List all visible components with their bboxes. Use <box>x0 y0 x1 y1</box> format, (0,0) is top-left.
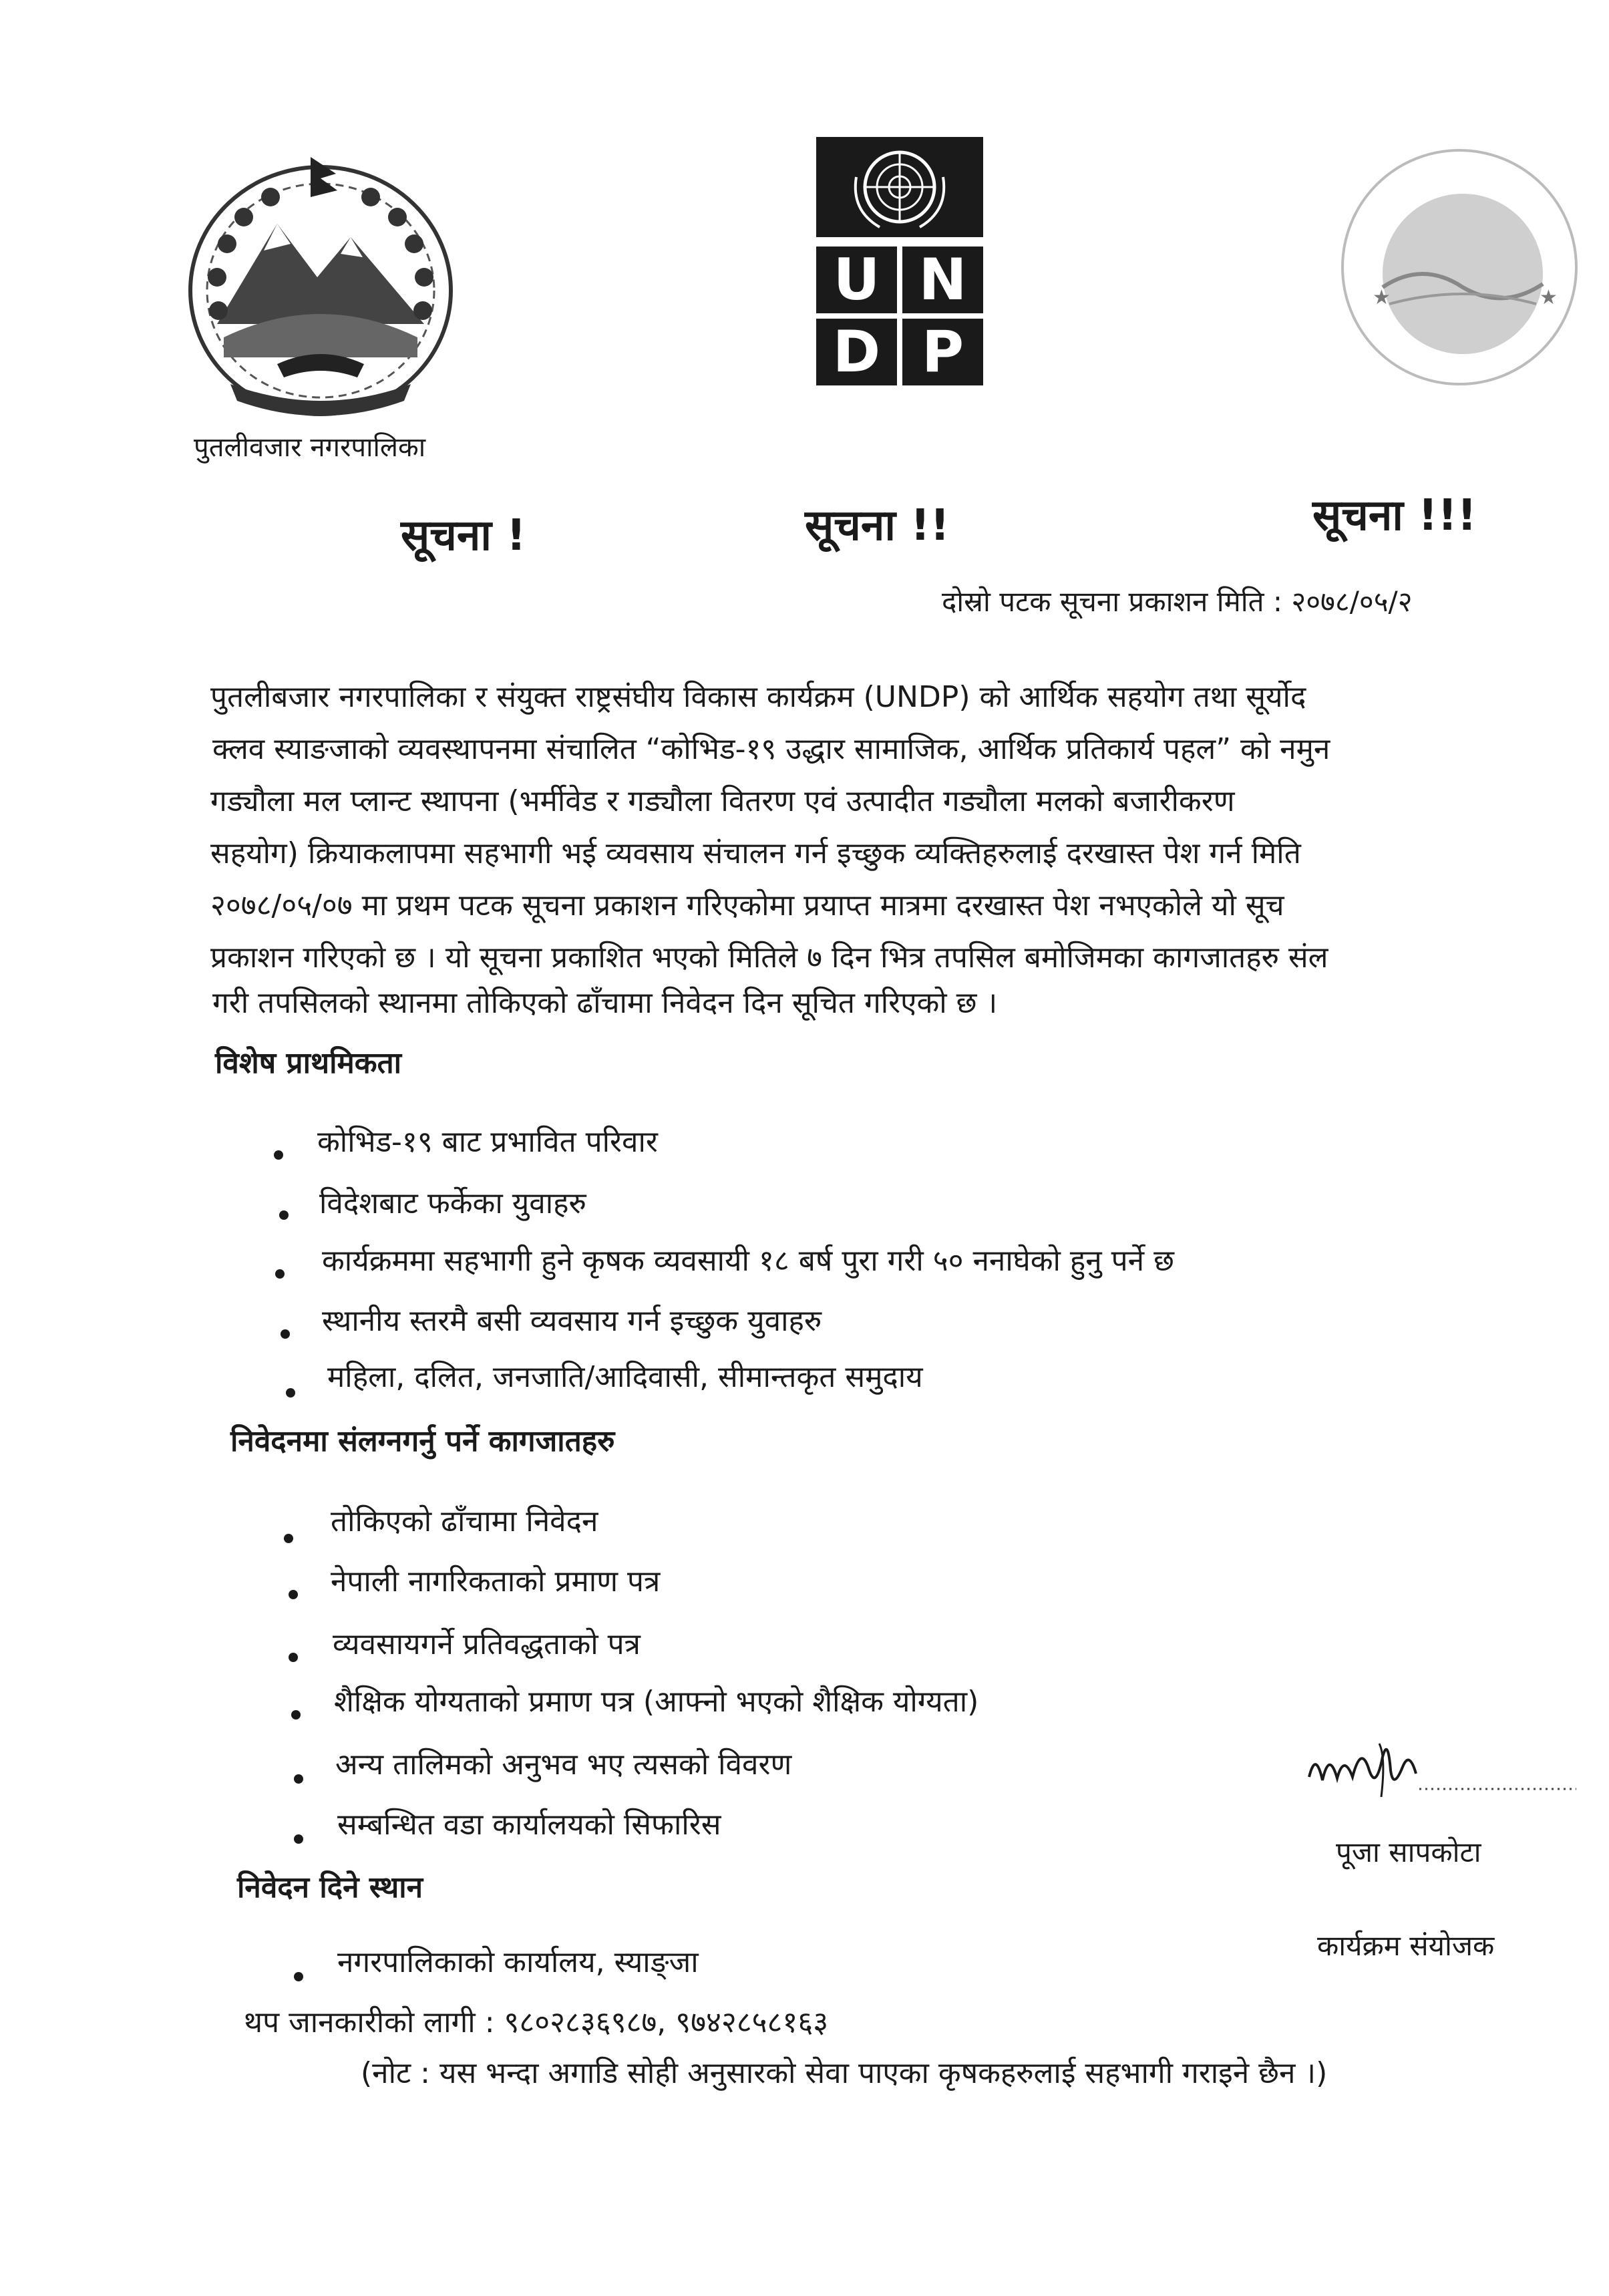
notice-title-1: सूचना ! <box>401 511 526 560</box>
bullet-icon <box>286 1388 295 1398</box>
bullet-icon <box>294 1774 303 1784</box>
bullet-icon <box>294 1972 303 1981</box>
list-item: व्यवसायगर्ने प्रतिवद्धताको पत्र <box>333 1627 641 1661</box>
bullet-icon <box>281 1329 290 1339</box>
list-item: स्थानीय स्तरमै बसी व्यवसाय गर्न इच्छुक युवाहरु <box>322 1304 822 1338</box>
signatory-name: पूजा सापकोटा <box>1336 1836 1481 1868</box>
list-item: विदेशबाट फर्केका युवाहरु <box>319 1186 586 1220</box>
documents-heading: निवेदनमा संलग्नगर्नु पर्ने कागजातहरु <box>230 1424 615 1458</box>
list-item: शैक्षिक योग्यताको प्रमाण पत्र (आफ्नो भएको शैक्षिक योग्यता) <box>334 1685 979 1719</box>
bullet-icon <box>279 1210 289 1220</box>
body-line: गरी तपसिलको स्थानमा तोकिएको ढाँचामा निवेदन दिन सूचित गरिएको छ । <box>212 986 998 1020</box>
list-item: सम्बन्धित वडा कार्यालयको सिफारिस <box>337 1808 721 1842</box>
municipality-caption: पुतलीवजार नगरपालिका <box>194 432 426 463</box>
svg-text:★: ★ <box>1373 286 1391 309</box>
nepal-government-emblem-icon <box>177 144 464 424</box>
bullet-icon <box>275 1269 285 1279</box>
list-item: कार्यक्रममा सहभागी हुने कृषक व्यवसायी १८ बर्ष पुरा गरी ५० ननाघेको हुनु पर्ने छ <box>322 1244 1174 1278</box>
club-seal-logo <box>1336 144 1583 391</box>
list-item: महिला, दलित, जनजाति/आदिवासी, सीमान्तकृत समुदाय <box>327 1360 923 1394</box>
body-line: क्लव स्याङजाको व्यवस्थापनमा संचालित “कोभिड-१९ उद्धार सामाजिक, आर्थिक प्रतिकार्य पहल” को नमुन <box>212 732 1330 766</box>
bullet-icon <box>294 1834 303 1844</box>
bullet-icon <box>291 1710 301 1719</box>
bullet-icon <box>274 1150 283 1160</box>
nepal-emblem-logo <box>177 144 464 424</box>
undp-logo <box>816 137 983 397</box>
un-globe-icon <box>816 137 983 237</box>
list-item: नेपाली नागरिकताको प्रमाण पत्र <box>331 1565 661 1599</box>
undp-letter-d: D <box>816 319 897 385</box>
body-line: २०७८/०५/०७ मा प्रथम पटक सूचना प्रकाशन गरिएकोमा प्रयाप्त मात्रमा दरखास्त पेश नभएकोले यो सूच <box>210 888 1284 923</box>
list-item: नगरपालिकाको कार्यालय, स्याङ्जा <box>337 1945 699 1979</box>
location-heading: निवेदन दिने स्थान <box>237 1870 423 1905</box>
svg-text:★: ★ <box>1540 286 1558 309</box>
bullet-icon <box>289 1653 298 1662</box>
list-item: कोभिड-१९ बाट प्रभावित परिवार <box>317 1125 658 1159</box>
contact-info: थप जानकारीको लागी : ९८०२८३६९८७, ९७४२८५८१६३ <box>244 2005 829 2039</box>
handwritten-signature-icon <box>1302 1730 1583 1804</box>
bullet-icon <box>289 1590 298 1599</box>
footer-note: (नोट : यस भन्दा अगाडि सोही अनुसारको सेवा पाएका कृषकहरुलाई सहभागी गराइने छैन ।) <box>361 2056 1328 2090</box>
publication-date: दोस्रो पटक सूचना प्रकाशन मिति : २०७८/०५/२ <box>942 585 1413 618</box>
undp-letter-n: N <box>902 247 983 313</box>
list-item: तोकिएको ढाँचामा निवेदन <box>331 1504 598 1538</box>
list-item: अन्य तालिमको अनुभव भए त्यसको विवरण <box>335 1748 792 1782</box>
signatory-title: कार्यक्रम संयोजक <box>1317 1929 1495 1962</box>
undp-letter-u: U <box>816 247 897 313</box>
body-line: पुतलीबजार नगरपालिका र संयुक्त राष्ट्रसंघीय विकास कार्यक्रम (UNDP) को आर्थिक सहयोग तथा सूर्योद <box>210 680 1306 714</box>
club-seal-icon <box>1336 144 1583 391</box>
priority-heading: विशेष प्राथमिकता <box>215 1046 402 1080</box>
bullet-icon <box>284 1534 293 1543</box>
notice-title-3: सूचना !!! <box>1312 491 1477 540</box>
undp-letter-p: P <box>902 319 983 385</box>
body-line: गड्यौला मल प्लान्ट स्थापना (भर्मीवेड र गड्यौला वितरण एवं उत्पादीत गड्यौला मलको बजारीकरण <box>210 784 1235 818</box>
body-line: सहयोग) क्रियाकलापमा सहभागी भई व्यवसाय संचालन गर्न इच्छुक व्यक्तिहरुलाई दरखास्त पेश गर्न मिति <box>210 836 1301 870</box>
body-line: प्रकाशन गरिएको छ । यो सूचना प्रकाशित भएको मितिले ७ दिन भित्र तपसिल बमोजिमका कागजातहरु संल <box>210 941 1328 975</box>
notice-title-2: सूचना !! <box>805 501 950 550</box>
signature-block <box>1302 1730 1583 1804</box>
